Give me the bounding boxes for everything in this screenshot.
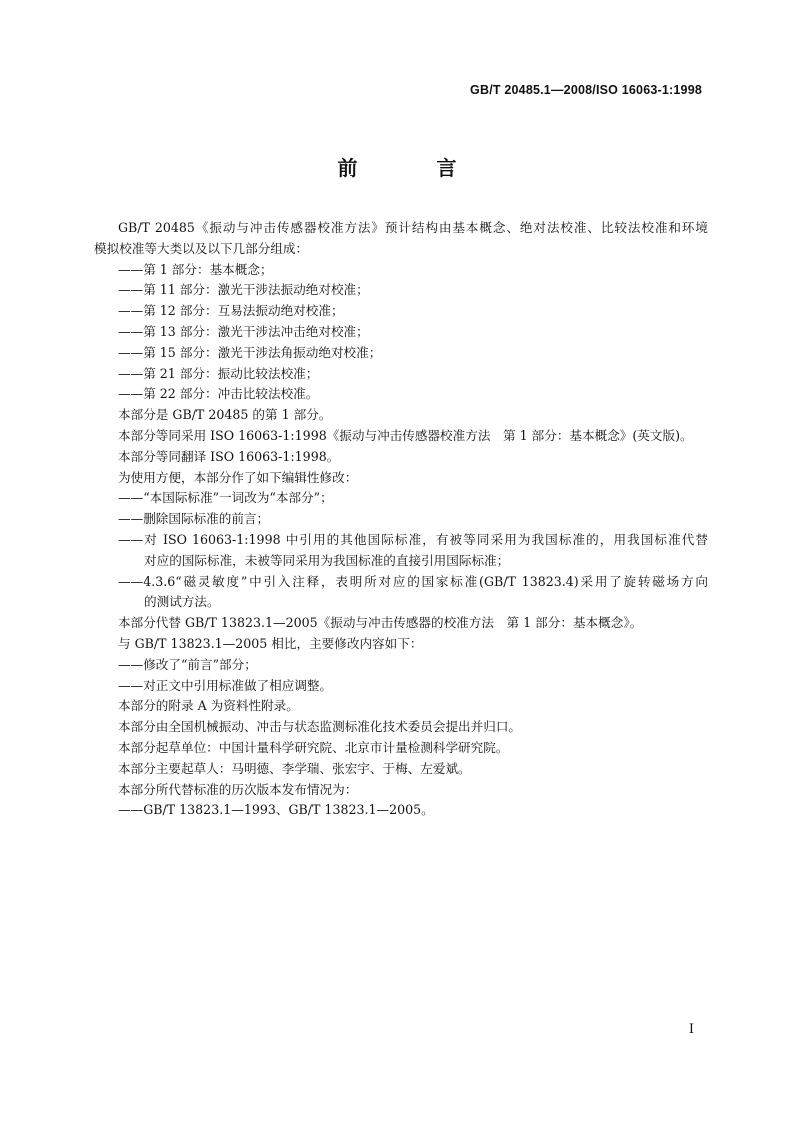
intro-line-2: 模拟校准等大类以及以下几部分组成：	[94, 240, 309, 256]
edit4-line-1: ——4.3.6“磁灵敏度”中引入注释，表明所对应的国家标准(GB/T 13823.4)采用了旋转磁场方向	[118, 573, 708, 589]
foreword-body	[94, 218, 708, 821]
changes-intro-text: 与 GB/T 13823.1—2005 相比，主要修改内容如下：	[118, 635, 423, 651]
edit4-line-2: 的测试方法。	[144, 594, 220, 610]
replaces-text: 本部分代替 GB/T 13823.1—2005《振动与冲击传感器的校准方法 第 1 部分：基本概念》。	[118, 615, 643, 631]
intro-line-1: GB/T 20485《振动与冲击传感器校准方法》预计结构由基本概念、绝对法校准、比较法校准和环境	[118, 220, 708, 235]
translates-text: 本部分等同翻译 ISO 16063-1:1998。	[118, 448, 340, 464]
annex-text: 本部分的附录 A 为资料性附录。	[118, 698, 299, 714]
part-item: ——第 21 部分：振动比较法校准；	[118, 365, 319, 381]
part-item: ——第 11 部分：激光干涉法振动绝对校准；	[118, 282, 369, 298]
edit3-line-1: ——对 ISO 16063-1:1998 中引用的其他国际标准，有被等同采用为我国标准的，用我国标准代替	[118, 531, 708, 547]
change-item: ——对正文中引用标准做了相应调整。	[118, 677, 333, 693]
adopts-text: 本部分等同采用 ISO 16063-1:1998《振动与冲击传感器校准方法 第 1 部分：基本概念》(英文版)。	[118, 427, 693, 443]
edit3-line-2: 对应的国际标准，未被等同采用为我国标准的直接引用国际标准；	[144, 552, 510, 568]
edit-item-3	[118, 530, 708, 572]
part-item: ——第 1 部分：基本概念；	[118, 261, 273, 277]
page-number: I	[688, 1022, 694, 1037]
page-title: 前 言	[337, 156, 493, 180]
proposed-text: 本部分由全国机械振动、冲击与状态监测标准化技术委员会提出并归口。	[118, 719, 521, 735]
drafters-text: 本部分主要起草人：马明德、李学瑞、张宏宇、于梅、左爱斌。	[118, 760, 471, 776]
part-item: ——第 13 部分：激光干涉法冲击绝对校准；	[118, 323, 369, 339]
part-item: ——第 15 部分：激光干涉法角振动绝对校准；	[118, 344, 382, 360]
standard-number: GB/T 20485.1—2008/ISO 16063-1:1998	[470, 83, 702, 97]
history-item: ——GB/T 13823.1—1993、GB/T 13823.1—2005。	[118, 802, 434, 818]
change-item: ——修改了“前言”部分；	[118, 656, 257, 672]
edits-intro-text: 为使用方便，本部分作了如下编辑性修改：	[118, 469, 358, 485]
part-item: ——第 22 部分：冲击比较法校准。	[118, 386, 319, 402]
part-item: ——第 12 部分：互易法振动绝对校准；	[118, 303, 344, 319]
intro-paragraph	[94, 218, 708, 260]
history-intro-text: 本部分所代替标准的历次版本发布情况为：	[118, 781, 358, 797]
edit-item-4	[118, 572, 708, 614]
drafting-units-text: 本部分起草单位：中国计量科学研究院、北京市计量检测科学研究院。	[118, 739, 509, 755]
edit-item: ——删除国际标准的前言；	[118, 511, 270, 527]
edit-item: ——“本国际标准”一词改为“本部分”；	[118, 490, 333, 506]
is-part1-text: 本部分是 GB/T 20485 的第 1 部分。	[118, 407, 332, 423]
